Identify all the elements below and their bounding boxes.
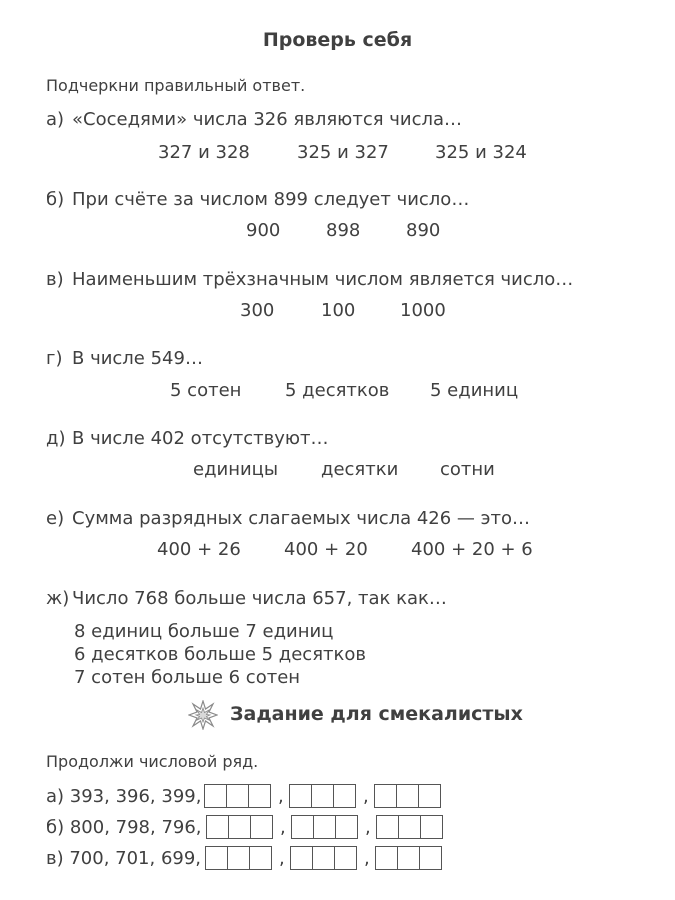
question-b-option-2[interactable]: 898 (326, 220, 361, 241)
question-d-option-3[interactable]: 5 единиц (430, 380, 519, 401)
answer-boxes-b-3[interactable] (376, 815, 443, 839)
question-d-text: В числе 549… (72, 348, 203, 369)
question-f-prefix: е) (46, 508, 65, 529)
separator: , (363, 786, 369, 807)
question-b-option-3[interactable]: 890 (406, 220, 441, 241)
question-a-text: «Соседями» числа 326 являются числа… (72, 109, 463, 130)
question-e-option-2[interactable]: десятки (321, 459, 399, 480)
question-b-option-1[interactable]: 900 (246, 220, 281, 241)
answer-boxes-c-2[interactable] (290, 846, 357, 870)
separator: , (365, 817, 371, 838)
answer-boxes-c-1[interactable] (205, 846, 272, 870)
question-c-option-1[interactable]: 300 (240, 300, 275, 321)
question-b-prefix: б) (46, 189, 65, 210)
answer-boxes-c-3[interactable] (375, 846, 442, 870)
question-d-prefix: г) (46, 348, 63, 369)
answer-boxes-b-2[interactable] (291, 815, 358, 839)
question-f-option-3[interactable]: 400 + 20 + 6 (411, 539, 533, 560)
question-g-prefix: ж) (46, 588, 70, 609)
question-b-text: При счёте за числом 899 следует число… (72, 189, 470, 210)
bonus-instruction: Продолжи числовой ряд. (46, 752, 259, 771)
separator: , (280, 817, 286, 838)
question-d-option-2[interactable]: 5 десятков (285, 380, 390, 401)
question-a-option-2[interactable]: 325 и 327 (297, 142, 389, 163)
question-e-prefix: д) (46, 428, 66, 449)
question-c-option-3[interactable]: 1000 (400, 300, 446, 321)
question-g-option-2[interactable]: 6 десятков больше 5 десятков (74, 644, 367, 665)
separator: , (364, 848, 370, 869)
separator: , (278, 786, 284, 807)
question-c-option-2[interactable]: 100 (321, 300, 356, 321)
question-c-text: Наименьшим трёхзначным числом является число… (72, 269, 574, 290)
question-f-option-1[interactable]: 400 + 26 (157, 539, 241, 560)
answer-boxes-a-3[interactable] (374, 784, 441, 808)
answer-boxes-a-2[interactable] (289, 784, 356, 808)
star-burst-icon (188, 700, 218, 730)
question-c-prefix: в) (46, 269, 64, 290)
question-a-option-1[interactable]: 327 и 328 (158, 142, 250, 163)
question-f-option-2[interactable]: 400 + 20 (284, 539, 368, 560)
question-e-text: В числе 402 отсутствуют… (72, 428, 329, 449)
bonus-row-a-label: а) 393, 396, 399, (46, 786, 202, 807)
instruction: Подчеркни правильный ответ. (46, 76, 306, 95)
question-d-option-1[interactable]: 5 сотен (170, 380, 242, 401)
bonus-title: Задание для смекалистых (230, 703, 523, 725)
question-g-text: Число 768 больше числа 657, так как… (72, 588, 447, 609)
question-a-option-3[interactable]: 325 и 324 (435, 142, 527, 163)
bonus-row-b-label: б) 800, 798, 796, (46, 817, 202, 838)
question-e-option-1[interactable]: единицы (193, 459, 279, 480)
question-a-prefix: а) (46, 109, 65, 130)
question-e-option-3[interactable]: сотни (440, 459, 495, 480)
separator: , (279, 848, 285, 869)
question-g-option-3[interactable]: 7 сотен больше 6 сотен (74, 667, 301, 688)
question-g-option-1[interactable]: 8 единиц больше 7 единиц (74, 621, 334, 642)
bonus-row-c-label: в) 700, 701, 699, (46, 848, 202, 869)
page-title: Проверь себя (262, 29, 413, 51)
question-f-text: Сумма разрядных слагаемых числа 426 — это… (72, 508, 531, 529)
answer-boxes-a-1[interactable] (204, 784, 271, 808)
answer-boxes-b-1[interactable] (206, 815, 273, 839)
